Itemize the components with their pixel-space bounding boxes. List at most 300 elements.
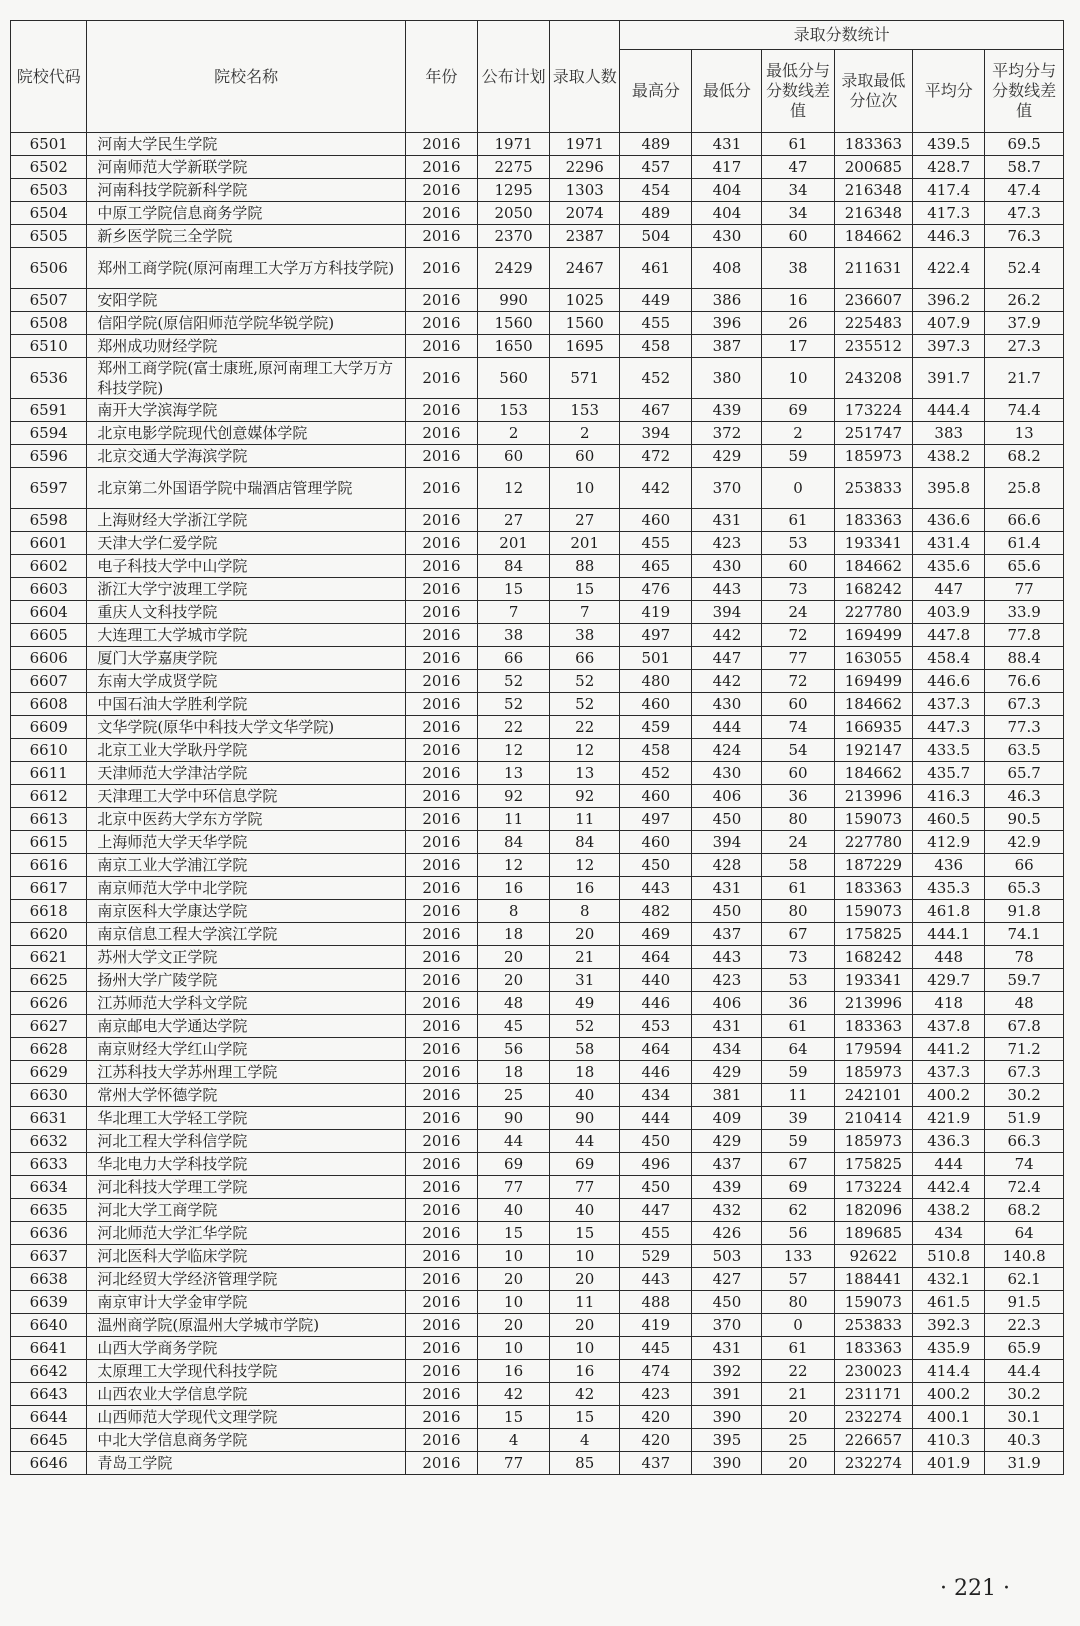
cell-min: 430 <box>692 693 762 716</box>
cell-code: 6603 <box>11 578 87 601</box>
header-min: 最低分 <box>692 50 762 133</box>
cell-year: 2016 <box>405 578 477 601</box>
cell-max: 460 <box>620 831 692 854</box>
cell-min-rank: 211631 <box>834 248 913 289</box>
cell-min-rank: 169499 <box>834 670 913 693</box>
cell-min: 434 <box>692 1038 762 1061</box>
cell-min-rank: 226657 <box>834 1429 913 1452</box>
cell-name: 河北科技大学理工学院 <box>87 1176 405 1199</box>
cell-min-diff: 17 <box>762 335 834 358</box>
cell-max: 443 <box>620 1268 692 1291</box>
cell-min-diff: 74 <box>762 716 834 739</box>
cell-avg-diff: 22.3 <box>985 1314 1064 1337</box>
cell-code: 6642 <box>11 1360 87 1383</box>
cell-name: 河北经贸大学经济管理学院 <box>87 1268 405 1291</box>
cell-avg-diff: 77.8 <box>985 624 1064 647</box>
cell-avg: 437.3 <box>913 693 985 716</box>
cell-avg: 437.8 <box>913 1015 985 1038</box>
cell-min-rank: 193341 <box>834 969 913 992</box>
header-admitted: 录取人数 <box>550 21 620 133</box>
cell-year: 2016 <box>405 1084 477 1107</box>
cell-avg-diff: 78 <box>985 946 1064 969</box>
cell-min-diff: 38 <box>762 248 834 289</box>
cell-name: 华北电力大学科技学院 <box>87 1153 405 1176</box>
cell-max: 453 <box>620 1015 692 1038</box>
cell-min: 392 <box>692 1360 762 1383</box>
cell-admitted: 7 <box>550 601 620 624</box>
cell-min-diff: 73 <box>762 946 834 969</box>
table-row <box>11 1245 1064 1268</box>
cell-min-diff: 25 <box>762 1429 834 1452</box>
cell-max: 489 <box>620 202 692 225</box>
cell-name: 苏州大学文正学院 <box>87 946 405 969</box>
cell-name: 浙江大学宁波理工学院 <box>87 578 405 601</box>
cell-admitted: 201 <box>550 532 620 555</box>
cell-min-rank: 210414 <box>834 1107 913 1130</box>
table-row <box>11 335 1064 358</box>
cell-year: 2016 <box>405 647 477 670</box>
cell-admitted: 1971 <box>550 133 620 156</box>
cell-avg-diff: 76.6 <box>985 670 1064 693</box>
cell-plan: 77 <box>478 1452 550 1475</box>
table-row <box>11 946 1064 969</box>
cell-code: 6505 <box>11 225 87 248</box>
cell-code: 6645 <box>11 1429 87 1452</box>
table-row <box>11 808 1064 831</box>
header-year: 年份 <box>405 21 477 133</box>
table-row <box>11 923 1064 946</box>
cell-min: 404 <box>692 179 762 202</box>
cell-year: 2016 <box>405 946 477 969</box>
cell-min: 447 <box>692 647 762 670</box>
cell-plan: 77 <box>478 1176 550 1199</box>
cell-avg-diff: 46.3 <box>985 785 1064 808</box>
cell-min-diff: 57 <box>762 1268 834 1291</box>
cell-name: 山西农业大学信息学院 <box>87 1383 405 1406</box>
table-row <box>11 422 1064 445</box>
cell-admitted: 10 <box>550 1245 620 1268</box>
cell-code: 6594 <box>11 422 87 445</box>
header-code: 院校代码 <box>11 21 87 133</box>
cell-avg: 458.4 <box>913 647 985 670</box>
cell-plan: 13 <box>478 762 550 785</box>
cell-year: 2016 <box>405 693 477 716</box>
cell-plan: 69 <box>478 1153 550 1176</box>
cell-admitted: 52 <box>550 1015 620 1038</box>
cell-avg: 461.5 <box>913 1291 985 1314</box>
cell-plan: 38 <box>478 624 550 647</box>
table-row <box>11 1222 1064 1245</box>
cell-avg: 510.8 <box>913 1245 985 1268</box>
cell-min: 390 <box>692 1452 762 1475</box>
cell-admitted: 49 <box>550 992 620 1015</box>
cell-min-rank: 200685 <box>834 156 913 179</box>
cell-min-rank: 185973 <box>834 445 913 468</box>
cell-avg-diff: 48 <box>985 992 1064 1015</box>
cell-avg-diff: 91.8 <box>985 900 1064 923</box>
cell-avg: 416.3 <box>913 785 985 808</box>
cell-min-rank: 232274 <box>834 1406 913 1429</box>
cell-admitted: 69 <box>550 1153 620 1176</box>
cell-year: 2016 <box>405 670 477 693</box>
cell-min-diff: 80 <box>762 900 834 923</box>
cell-min-diff: 34 <box>762 179 834 202</box>
cell-code: 6609 <box>11 716 87 739</box>
table-row <box>11 601 1064 624</box>
cell-year: 2016 <box>405 1222 477 1245</box>
header-plan: 公布计划 <box>478 21 550 133</box>
cell-min-rank: 159073 <box>834 1291 913 1314</box>
cell-min: 450 <box>692 808 762 831</box>
cell-code: 6638 <box>11 1268 87 1291</box>
cell-name: 江苏师范大学科文学院 <box>87 992 405 1015</box>
cell-avg: 435.7 <box>913 762 985 785</box>
cell-code: 6604 <box>11 601 87 624</box>
cell-code: 6637 <box>11 1245 87 1268</box>
cell-min-diff: 53 <box>762 969 834 992</box>
cell-code: 6615 <box>11 831 87 854</box>
cell-plan: 27 <box>478 509 550 532</box>
cell-avg: 444.1 <box>913 923 985 946</box>
cell-name: 南京财经大学红山学院 <box>87 1038 405 1061</box>
cell-min-diff: 69 <box>762 1176 834 1199</box>
cell-avg-diff: 65.3 <box>985 877 1064 900</box>
cell-plan: 15 <box>478 1406 550 1429</box>
cell-year: 2016 <box>405 1406 477 1429</box>
cell-code: 6632 <box>11 1130 87 1153</box>
cell-year: 2016 <box>405 156 477 179</box>
cell-min-diff: 77 <box>762 647 834 670</box>
cell-min-diff: 61 <box>762 509 834 532</box>
cell-plan: 10 <box>478 1291 550 1314</box>
cell-plan: 2050 <box>478 202 550 225</box>
cell-avg: 442.4 <box>913 1176 985 1199</box>
cell-max: 461 <box>620 248 692 289</box>
cell-year: 2016 <box>405 312 477 335</box>
cell-min: 423 <box>692 969 762 992</box>
cell-max: 443 <box>620 877 692 900</box>
cell-code: 6636 <box>11 1222 87 1245</box>
cell-min-rank: 230023 <box>834 1360 913 1383</box>
cell-plan: 48 <box>478 992 550 1015</box>
table-row <box>11 1015 1064 1038</box>
cell-code: 6640 <box>11 1314 87 1337</box>
cell-min-rank: 213996 <box>834 992 913 1015</box>
cell-plan: 1560 <box>478 312 550 335</box>
cell-min-rank: 169499 <box>834 624 913 647</box>
cell-code: 6501 <box>11 133 87 156</box>
cell-year: 2016 <box>405 555 477 578</box>
cell-max: 496 <box>620 1153 692 1176</box>
cell-min: 427 <box>692 1268 762 1291</box>
cell-avg-diff: 68.2 <box>985 445 1064 468</box>
cell-code: 6610 <box>11 739 87 762</box>
cell-max: 474 <box>620 1360 692 1383</box>
cell-year: 2016 <box>405 1291 477 1314</box>
cell-admitted: 60 <box>550 445 620 468</box>
cell-year: 2016 <box>405 1130 477 1153</box>
cell-min-diff: 36 <box>762 992 834 1015</box>
cell-avg-diff: 74.4 <box>985 399 1064 422</box>
cell-max: 450 <box>620 854 692 877</box>
cell-min-diff: 61 <box>762 133 834 156</box>
cell-max: 501 <box>620 647 692 670</box>
cell-name: 中北大学信息商务学院 <box>87 1429 405 1452</box>
cell-code: 6626 <box>11 992 87 1015</box>
cell-year: 2016 <box>405 1199 477 1222</box>
cell-name: 信阳学院(原信阳师范学院华锐学院) <box>87 312 405 335</box>
cell-min: 381 <box>692 1084 762 1107</box>
cell-min-diff: 80 <box>762 808 834 831</box>
cell-plan: 11 <box>478 808 550 831</box>
cell-min-rank: 183363 <box>834 1015 913 1038</box>
cell-admitted: 27 <box>550 509 620 532</box>
cell-min: 444 <box>692 716 762 739</box>
cell-min-diff: 60 <box>762 555 834 578</box>
cell-plan: 7 <box>478 601 550 624</box>
cell-min-rank: 187229 <box>834 854 913 877</box>
cell-avg: 444 <box>913 1153 985 1176</box>
cell-min-rank: 216348 <box>834 179 913 202</box>
cell-plan: 4 <box>478 1429 550 1452</box>
table-row <box>11 1268 1064 1291</box>
cell-plan: 2 <box>478 422 550 445</box>
table-row <box>11 179 1064 202</box>
cell-avg-diff: 77 <box>985 578 1064 601</box>
cell-min-rank: 243208 <box>834 358 913 399</box>
cell-max: 437 <box>620 1452 692 1475</box>
cell-min-rank: 159073 <box>834 808 913 831</box>
table-row <box>11 1429 1064 1452</box>
header-min-diff: 最低分与分数线差值 <box>762 50 834 133</box>
cell-max: 467 <box>620 399 692 422</box>
cell-avg: 418 <box>913 992 985 1015</box>
cell-min-diff: 34 <box>762 202 834 225</box>
header-avg: 平均分 <box>913 50 985 133</box>
cell-min-rank: 213996 <box>834 785 913 808</box>
cell-admitted: 44 <box>550 1130 620 1153</box>
cell-name: 常州大学怀德学院 <box>87 1084 405 1107</box>
cell-avg-diff: 88.4 <box>985 647 1064 670</box>
cell-min: 395 <box>692 1429 762 1452</box>
cell-max: 504 <box>620 225 692 248</box>
cell-code: 6601 <box>11 532 87 555</box>
cell-min-rank: 231171 <box>834 1383 913 1406</box>
cell-avg-diff: 66.3 <box>985 1130 1064 1153</box>
table-body <box>11 133 1064 1475</box>
cell-min-diff: 67 <box>762 1153 834 1176</box>
cell-name: 中国石油大学胜利学院 <box>87 693 405 716</box>
cell-code: 6630 <box>11 1084 87 1107</box>
cell-avg-diff: 76.3 <box>985 225 1064 248</box>
cell-admitted: 21 <box>550 946 620 969</box>
cell-admitted: 18 <box>550 1061 620 1084</box>
cell-min: 372 <box>692 422 762 445</box>
cell-admitted: 15 <box>550 578 620 601</box>
cell-year: 2016 <box>405 1268 477 1291</box>
cell-min-rank: 227780 <box>834 601 913 624</box>
cell-max: 476 <box>620 578 692 601</box>
cell-plan: 52 <box>478 693 550 716</box>
cell-min: 431 <box>692 133 762 156</box>
cell-avg-diff: 44.4 <box>985 1360 1064 1383</box>
cell-admitted: 2 <box>550 422 620 445</box>
cell-avg-diff: 67.8 <box>985 1015 1064 1038</box>
cell-max: 420 <box>620 1429 692 1452</box>
cell-min-rank: 227780 <box>834 831 913 854</box>
cell-max: 450 <box>620 1176 692 1199</box>
table-row <box>11 670 1064 693</box>
cell-min-rank: 183363 <box>834 509 913 532</box>
cell-min: 409 <box>692 1107 762 1130</box>
cell-min-rank: 184662 <box>834 762 913 785</box>
cell-max: 452 <box>620 358 692 399</box>
table-row <box>11 762 1064 785</box>
cell-avg: 431.4 <box>913 532 985 555</box>
cell-max: 446 <box>620 1061 692 1084</box>
cell-plan: 12 <box>478 468 550 509</box>
cell-min-diff: 59 <box>762 445 834 468</box>
table-row <box>11 992 1064 1015</box>
cell-admitted: 2467 <box>550 248 620 289</box>
cell-plan: 22 <box>478 716 550 739</box>
cell-min-rank: 183363 <box>834 1337 913 1360</box>
cell-admitted: 16 <box>550 1360 620 1383</box>
cell-name: 南京审计大学金审学院 <box>87 1291 405 1314</box>
table-row <box>11 1383 1064 1406</box>
cell-min-diff: 61 <box>762 1015 834 1038</box>
cell-min-rank: 253833 <box>834 468 913 509</box>
cell-code: 6621 <box>11 946 87 969</box>
cell-min-rank: 179594 <box>834 1038 913 1061</box>
cell-admitted: 20 <box>550 1268 620 1291</box>
cell-avg: 435.6 <box>913 555 985 578</box>
table-row <box>11 248 1064 289</box>
cell-min-diff: 62 <box>762 1199 834 1222</box>
table-row <box>11 578 1064 601</box>
cell-code: 6639 <box>11 1291 87 1314</box>
cell-admitted: 16 <box>550 877 620 900</box>
cell-min-diff: 21 <box>762 1383 834 1406</box>
cell-max: 447 <box>620 1199 692 1222</box>
cell-year: 2016 <box>405 468 477 509</box>
cell-avg-diff: 69.5 <box>985 133 1064 156</box>
cell-max: 497 <box>620 808 692 831</box>
cell-avg-diff: 52.4 <box>985 248 1064 289</box>
cell-year: 2016 <box>405 900 477 923</box>
cell-min: 396 <box>692 312 762 335</box>
cell-year: 2016 <box>405 1038 477 1061</box>
cell-admitted: 15 <box>550 1222 620 1245</box>
cell-year: 2016 <box>405 1314 477 1337</box>
cell-avg-diff: 67.3 <box>985 1061 1064 1084</box>
cell-plan: 1650 <box>478 335 550 358</box>
cell-min-diff: 26 <box>762 312 834 335</box>
cell-avg: 421.9 <box>913 1107 985 1130</box>
cell-code: 6502 <box>11 156 87 179</box>
cell-min-diff: 59 <box>762 1061 834 1084</box>
cell-name: 北京交通大学海滨学院 <box>87 445 405 468</box>
cell-name: 上海财经大学浙江学院 <box>87 509 405 532</box>
cell-max: 450 <box>620 1130 692 1153</box>
cell-avg-diff: 40.3 <box>985 1429 1064 1452</box>
cell-year: 2016 <box>405 808 477 831</box>
cell-year: 2016 <box>405 133 477 156</box>
cell-min: 442 <box>692 670 762 693</box>
table-row <box>11 133 1064 156</box>
cell-admitted: 11 <box>550 1291 620 1314</box>
cell-max: 394 <box>620 422 692 445</box>
cell-avg: 414.4 <box>913 1360 985 1383</box>
cell-min-rank: 232274 <box>834 1452 913 1475</box>
table-row <box>11 225 1064 248</box>
cell-max: 446 <box>620 992 692 1015</box>
cell-admitted: 13 <box>550 762 620 785</box>
table-row <box>11 1360 1064 1383</box>
cell-avg-diff: 47.3 <box>985 202 1064 225</box>
cell-avg-diff: 140.8 <box>985 1245 1064 1268</box>
cell-avg: 396.2 <box>913 289 985 312</box>
cell-avg: 392.3 <box>913 1314 985 1337</box>
cell-plan: 15 <box>478 1222 550 1245</box>
cell-name: 河北工程大学科信学院 <box>87 1130 405 1153</box>
cell-min-diff: 0 <box>762 468 834 509</box>
cell-avg: 435.3 <box>913 877 985 900</box>
cell-admitted: 20 <box>550 1314 620 1337</box>
cell-min-diff: 22 <box>762 1360 834 1383</box>
cell-plan: 92 <box>478 785 550 808</box>
cell-min-diff: 47 <box>762 156 834 179</box>
cell-min-rank: 166935 <box>834 716 913 739</box>
cell-min: 391 <box>692 1383 762 1406</box>
cell-code: 6635 <box>11 1199 87 1222</box>
cell-admitted: 2387 <box>550 225 620 248</box>
header-stats-group: 录取分数统计 <box>620 21 1064 50</box>
cell-max: 457 <box>620 156 692 179</box>
cell-avg-diff: 25.8 <box>985 468 1064 509</box>
cell-avg: 436.6 <box>913 509 985 532</box>
cell-min-diff: 20 <box>762 1406 834 1429</box>
cell-min: 429 <box>692 1061 762 1084</box>
cell-year: 2016 <box>405 509 477 532</box>
cell-code: 6605 <box>11 624 87 647</box>
cell-name: 青岛工学院 <box>87 1452 405 1475</box>
cell-code: 6629 <box>11 1061 87 1084</box>
cell-min-rank: 236607 <box>834 289 913 312</box>
cell-max: 444 <box>620 1107 692 1130</box>
cell-year: 2016 <box>405 422 477 445</box>
table-row <box>11 1153 1064 1176</box>
table-row <box>11 716 1064 739</box>
header-name: 院校名称 <box>87 21 405 133</box>
cell-admitted: 2296 <box>550 156 620 179</box>
cell-admitted: 22 <box>550 716 620 739</box>
header-avg-diff: 平均分与分数线差值 <box>985 50 1064 133</box>
cell-code: 6618 <box>11 900 87 923</box>
cell-avg-diff: 30.2 <box>985 1084 1064 1107</box>
cell-year: 2016 <box>405 202 477 225</box>
cell-plan: 60 <box>478 445 550 468</box>
cell-avg: 400.1 <box>913 1406 985 1429</box>
cell-name: 扬州大学广陵学院 <box>87 969 405 992</box>
cell-plan: 2275 <box>478 156 550 179</box>
cell-min: 450 <box>692 1291 762 1314</box>
cell-avg: 400.2 <box>913 1084 985 1107</box>
cell-max: 419 <box>620 1314 692 1337</box>
cell-plan: 1971 <box>478 133 550 156</box>
cell-name: 山西大学商务学院 <box>87 1337 405 1360</box>
cell-code: 6612 <box>11 785 87 808</box>
